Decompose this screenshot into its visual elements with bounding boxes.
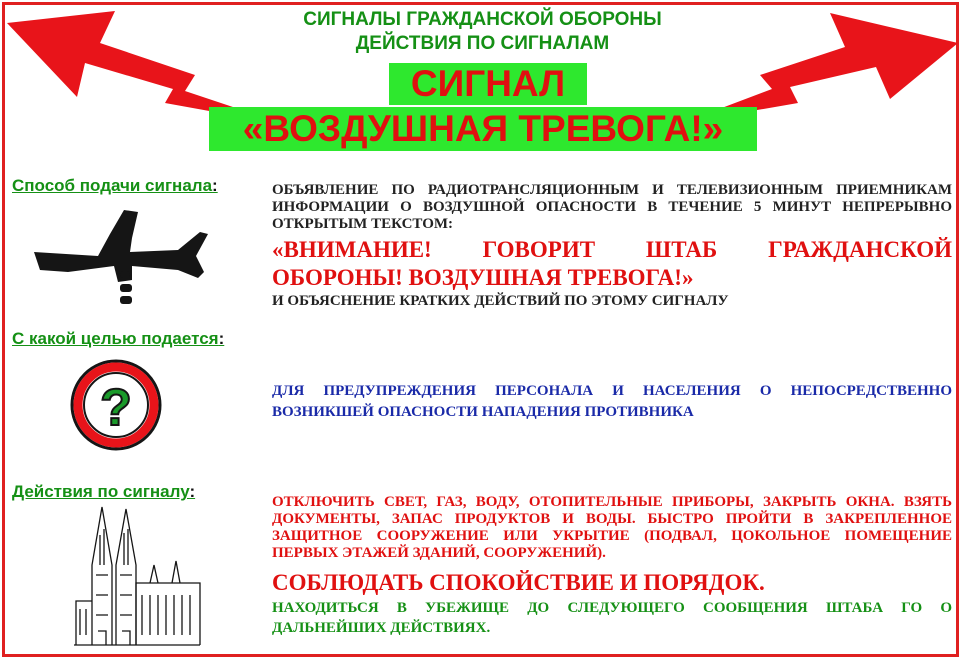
- signal-name: «ВОЗДУШНАЯ ТРЕВОГА!»: [209, 107, 757, 151]
- purpose-label: С какой целью подается:: [12, 329, 225, 348]
- header-line-1: СИГНАЛЫ ГРАЖДАНСКОЙ ОБОРОНЫ: [303, 9, 662, 30]
- question-sign-icon: [66, 355, 166, 455]
- actions-text-1: ОТКЛЮЧИТЬ СВЕТ, ГАЗ, ВОДУ, ОТОПИТЕЛЬНЫЕ ПРИБОРЫ, ЗАКРЫТЬ ОКНА. ВЗЯТЬ ДОКУМЕНТЫ, ЗАПАС ПРОДУКТОВ И ВОДЫ. БЫСТРО ПРОЙТИ В ЗАКРЕПЛЕННОЕ ЗАЩИТНОЕ СООРУЖЕНИЕ ИЛИ УКРЫТИЕ (ПОДВАЛ, ЦОКОЛЬНОЕ ПОМЕЩЕНИЕ ПЕРВЫХ ЭТАЖЕЙ ЗДАНИЙ, СООРУЖЕНИЙ).: [272, 494, 952, 561]
- actions-text-2: НАХОДИТЬСЯ В УБЕЖИЩЕ ДО СЛЕДУЮЩЕГО СООБЩЕНИЯ ШТАБА ГО О ДАЛЬНЕЙШИХ ДЕЙСТВИЯХ.: [272, 600, 952, 636]
- method-label: Способ подачи сигнала:: [12, 176, 218, 195]
- method-quote: «ВНИМАНИЕ! ГОВОРИТ ШТАБ ГРАЖДАНСКОЙ ОБОРОНЫ! ВОЗДУШНАЯ ТРЕВОГА!»: [272, 237, 952, 290]
- signal-word: СИГНАЛ: [389, 63, 587, 105]
- actions-label: Действия по сигналу:: [12, 482, 196, 501]
- method-text-1: ОБЪЯВЛЕНИЕ ПО РАДИОТРАНСЛЯЦИОННЫМ И ТЕЛЕВИЗИОННЫМ ПРИЕМНИКАМ ИНФОРМАЦИИ О ВОЗДУШНОЙ ОПАСНОСТИ В ТЕЧЕНИЕ 5 МИНУТ НЕПРЕРЫВНО ОТКРЫТЫМ ТЕКСТОМ:: [272, 182, 952, 232]
- purpose-text: ДЛЯ ПРЕДУПРЕЖДЕНИЯ ПЕРСОНАЛА И НАСЕЛЕНИЯ О НЕПОСРЕДСТВЕННО ВОЗНИКШЕЙ ОПАСНОСТИ НАПАДЕНИЯ ПРОТИВНИКА: [272, 383, 952, 420]
- header-line-2: ДЕЙСТВИЯ ПО СИГНАЛАМ: [355, 33, 610, 54]
- cathedral-icon: [72, 505, 202, 651]
- method-text-2: И ОБЪЯСНЕНИЕ КРАТКИХ ДЕЙСТВИЙ ПО ЭТОМУ СИГНАЛУ: [272, 293, 729, 309]
- signal-title-block: [209, 63, 757, 153]
- actions-calm: СОБЛЮДАТЬ СПОКОЙСТВИЕ И ПОРЯДОК.: [272, 570, 765, 595]
- bomber-plane-icon: [28, 200, 210, 312]
- svg-text:?: ?: [100, 379, 132, 437]
